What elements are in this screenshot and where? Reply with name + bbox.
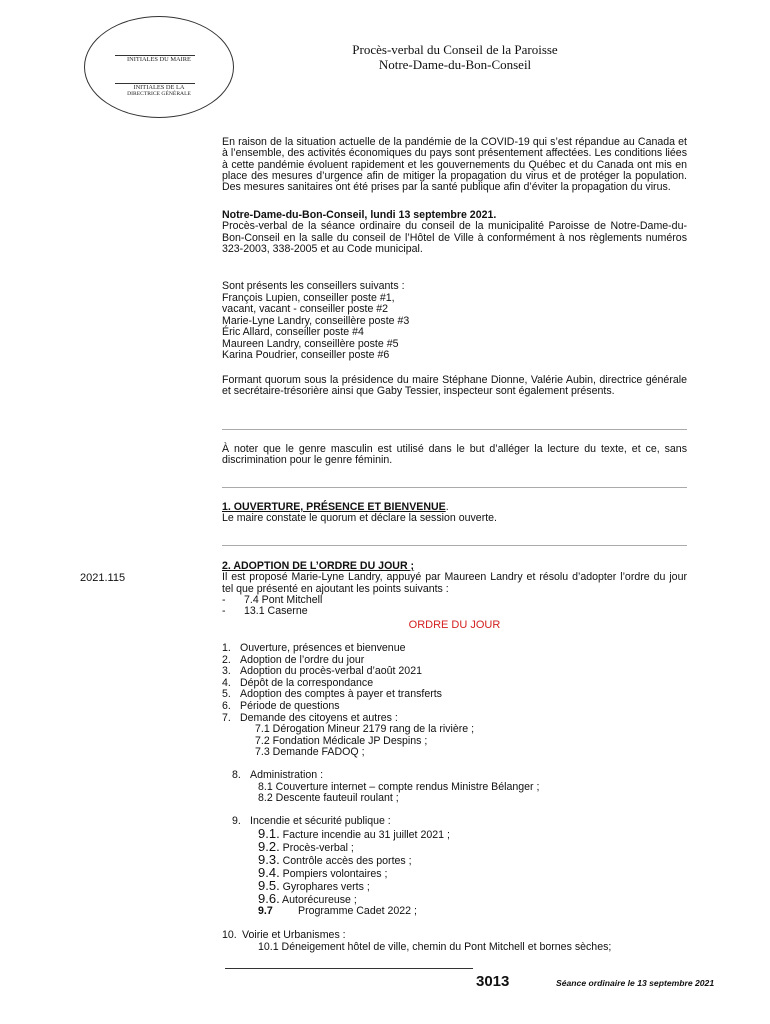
title-line-2: Notre-Dame-du-Bon-Conseil <box>378 57 532 72</box>
divider-3 <box>222 545 687 546</box>
section-1-title: 1. OUVERTURE, PRÉSENCE ET BIENVENUE <box>222 501 446 513</box>
quorum-paragraph: Formant quorum sous la présidence du maire Stéphane Dionne, Valérie Aubin, directrice générale et secrétaire-trésorière ainsi que Gaby Tessier, inspecteur sont également présents. <box>222 374 687 398</box>
section-1: 1. OUVERTURE, PRÉSENCE ET BIENVENUE. Le maire constate le quorum et déclare la session ouverte. <box>222 502 687 525</box>
agenda-item-9-5: 9.5. Gyrophares verts ; <box>258 878 370 894</box>
section-2-title: 2. ADOPTION DE L’ORDRE DU JOUR ; <box>222 560 415 572</box>
page-number: 3013 <box>476 973 510 990</box>
attendee-3: Marie-Lyne Landry, conseillère poste #3 <box>222 314 410 327</box>
agenda-item-9-1: 9.1. Facture incendie au 31 juillet 2021 ; <box>258 826 450 842</box>
attendee-5: Maureen Landry, conseillère poste #5 <box>222 337 399 350</box>
footer-session: Séance ordinaire le 13 septembre 2021 <box>556 978 715 988</box>
director-initials-label-1: INITIALES DE LA <box>133 84 185 91</box>
agenda-item-10-1: 10.1 Déneigement hôtel de ville, chemin du Pont Mitchell et bornes sèches; <box>258 940 612 953</box>
agenda-item-9-7: 9.7 Programme Cadet 2022 ; <box>258 905 417 918</box>
agenda-item-9: 9. Incendie et sécurité publique : <box>232 814 391 827</box>
agenda-item-8-2: 8.2 Descente fauteuil roulant ; <box>258 792 399 805</box>
agenda-item-4: 4. Dépôt de la correspondance <box>222 676 374 689</box>
resolution-number: 2021.115 <box>80 572 126 584</box>
agenda-item-9-4: 9.4. Pompiers volontaires ; <box>258 865 388 881</box>
divider-1 <box>222 429 687 430</box>
attendee-1: François Lupien, conseiller poste #1, <box>222 291 395 304</box>
intro-paragraph: En raison de la situation actuelle de la pandémie de la COVID-19 qui s’est répandue au Canada et à l’ensemble, des activités économiques du pays sont présentement affectées. Les conditions liées à cette pandémie évoluent rapidement et les gouvernements du Québec et du Canada ont mis en place des mesures d’urgence afin de mitiger la propagation du virus et de protéger la population. Des mesures sanitaires ont été prises par la santé publique afin d’éviter la propagation du virus. <box>222 136 687 194</box>
added-item-2: - 13.1 Caserne <box>222 605 308 618</box>
agenda-item-7-2: 7.2 Fondation Médicale JP Despins ; <box>255 734 428 747</box>
section-1-text: Le maire constate le quorum et déclare la session ouverte. <box>222 512 497 525</box>
footer-rule <box>225 968 473 969</box>
mayor-initials-label: INITIALES DU MAIRE <box>127 56 191 63</box>
agenda-item-9-2: 9.2. Procès-verbal ; <box>258 839 354 855</box>
agenda-item-2: 2. Adoption de l’ordre du jour <box>222 653 365 666</box>
attendees-block <box>222 281 409 362</box>
meeting-text: Procès-verbal de la séance ordinaire du conseil de la municipalité Paroisse de Notre-Dame-du-Bon-Conseil en la salle du conseil de l’Hôtel de Ville à conformément à nos règlements numéros 323-2003, 338-2005 et au Code municipal. <box>222 220 687 255</box>
agenda-item-7-3: 7.3 Demande FADOQ ; <box>255 746 365 759</box>
agenda-heading: ORDRE DU JOUR <box>408 619 501 631</box>
agenda-item-3: 3. Adoption du procès-verbal d’août 2021 <box>222 665 422 678</box>
section-2 <box>222 561 687 617</box>
page-title <box>300 42 610 72</box>
attendee-4: Éric Allard, conseiller poste #4 <box>222 326 364 338</box>
agenda-item-7: 7. Demande des citoyens et autres : <box>222 711 398 724</box>
divider-2 <box>222 487 687 488</box>
agenda-item-1: 1. Ouverture, présences et bienvenue <box>222 642 406 654</box>
attendee-2: vacant, vacant - conseiller poste #2 <box>222 303 389 315</box>
agenda-item-8-1: 8.1 Couverture internet – compte rendus Ministre Bélanger ; <box>258 780 540 793</box>
agenda-item-8: 8. Administration : <box>232 768 324 781</box>
agenda-item-10: 10. Voirie et Urbanismes : <box>222 929 346 942</box>
agenda-item-9-6: 9.6. Autorécureuse ; <box>258 891 357 907</box>
agenda-item-9-3: 9.3. Contrôle accès des portes ; <box>258 852 412 868</box>
director-initials-label-2: DIRECTRICE GÉNÉRALE <box>127 91 191 97</box>
attendee-6: Karina Poudrier, conseiller poste #6 <box>222 349 390 361</box>
attendees-heading: Sont présents les conseillers suivants : <box>222 280 405 292</box>
agenda-item-7-1: 7.1 Dérogation Mineur 2179 rang de la rivière ; <box>255 723 475 736</box>
agenda-list <box>222 643 692 954</box>
section-2-text: Il est proposé Marie-Lyne Landry, appuyé par Maureen Landry et résolu d’adopter l’ordre du jour tel que présenté en ajoutant les points suivants : <box>222 571 687 595</box>
meeting-heading: Notre-Dame-du-Bon-Conseil, lundi 13 septembre 2021. <box>222 209 497 221</box>
meeting-block <box>222 210 687 255</box>
added-item-1: - 7.4 Pont Mitchell <box>222 593 323 606</box>
title-line-1: Procès-verbal du Conseil de la Paroisse <box>352 42 558 57</box>
agenda-item-5: 5. Adoption des comptes à payer et transferts <box>222 688 442 701</box>
gender-note: À noter que le genre masculin est utilisé dans le but d’alléger la lecture du texte, et ce, sans discrimination pour le genre féminin. <box>222 443 687 467</box>
agenda-item-6: 6. Période de questions <box>222 699 340 712</box>
initials-oval <box>84 16 234 118</box>
